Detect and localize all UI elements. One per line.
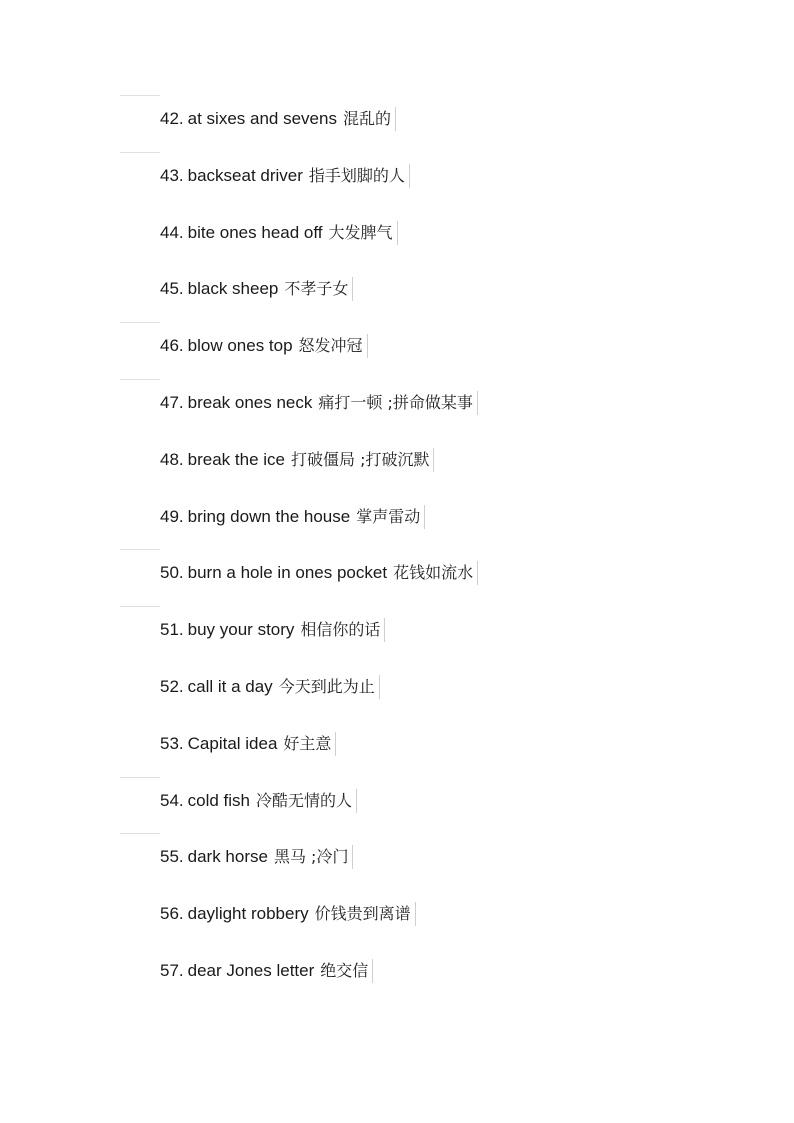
idiom-term: break ones neck [187,393,313,412]
entry-line [160,277,353,301]
separator-rule [120,322,160,323]
idiom-meaning: 打破僵局 ;打破沉默 [290,450,430,469]
idiom-term: dear Jones letter [187,961,315,980]
text-boundary-mark [356,789,357,813]
separator-rule [120,549,160,550]
entry-line [160,334,368,358]
idiom-term: buy your story [187,620,295,639]
entry-number: 53. [160,734,184,753]
entry-line [160,107,396,131]
idiom-meaning: 怒发冲冠 [298,336,363,355]
separator-rule [120,606,160,607]
idiom-term: Capital idea [187,734,278,753]
idiom-term: bite ones head off [187,223,323,242]
idiom-term: black sheep [187,279,279,298]
text-boundary-mark [395,107,396,131]
idiom-entry [0,732,794,762]
idiom-entry [0,334,794,364]
entry-number: 56. [160,904,184,923]
text-boundary-mark [372,959,373,983]
separator-rule [120,152,160,153]
idiom-meaning: 不孝子女 [284,279,349,298]
idiom-meaning: 混乱的 [342,109,391,128]
idiom-term: bring down the house [187,507,351,526]
idiom-entry [0,902,794,932]
entry-number: 57. [160,961,184,980]
text-boundary-mark [409,164,410,188]
entry-line [160,221,398,245]
text-boundary-mark [384,618,385,642]
idiom-term: blow ones top [187,336,293,355]
entry-line [160,164,410,188]
idiom-term: call it a day [187,677,273,696]
entry-line [160,902,416,926]
text-boundary-mark [335,732,336,756]
entry-line [160,845,353,869]
text-boundary-mark [424,505,425,529]
entry-number: 49. [160,507,184,526]
idiom-meaning: 绝交信 [320,961,369,980]
entry-line [160,561,478,585]
entry-number: 44. [160,223,184,242]
entry-line [160,732,336,756]
idiom-term: backseat driver [187,166,303,185]
idiom-entry [0,448,794,478]
text-boundary-mark [352,845,353,869]
separator-rule [120,777,160,778]
text-boundary-mark [433,448,434,472]
idiom-term: burn a hole in ones pocket [187,563,388,582]
separator-rule [120,379,160,380]
idiom-term: cold fish [187,791,251,810]
text-boundary-mark [397,221,398,245]
idiom-entry [0,391,794,421]
entry-line [160,675,380,699]
separator-rule [120,95,160,96]
entry-line [160,448,434,472]
entry-number: 47. [160,393,184,412]
idiom-term: at sixes and sevens [187,109,337,128]
idiom-entry [0,561,794,591]
idiom-term: dark horse [187,847,268,866]
entry-number: 48. [160,450,184,469]
text-boundary-mark [477,561,478,585]
idiom-meaning: 大发脾气 [328,223,393,242]
idiom-entry [0,107,794,137]
idiom-meaning: 掌声雷动 [356,507,421,526]
text-boundary-mark [415,902,416,926]
separator-rule [120,833,160,834]
entry-number: 51. [160,620,184,639]
entry-number: 52. [160,677,184,696]
entry-number: 42. [160,109,184,128]
text-boundary-mark [477,391,478,415]
idiom-term: daylight robbery [187,904,309,923]
entry-number: 54. [160,791,184,810]
idiom-entry [0,845,794,875]
idiom-entry [0,675,794,705]
entry-line [160,789,357,813]
idiom-meaning: 痛打一顿 ;拼命做某事 [318,393,473,412]
entry-number: 46. [160,336,184,355]
idiom-entry [0,277,794,307]
entry-number: 50. [160,563,184,582]
entry-line [160,505,425,529]
entry-line [160,618,385,642]
idiom-meaning: 指手划脚的人 [308,166,405,185]
idiom-entry [0,505,794,535]
idiom-meaning: 冷酷无情的人 [256,791,353,810]
idiom-meaning: 今天到此为止 [278,677,375,696]
entry-line [160,959,373,983]
entry-number: 43. [160,166,184,185]
idiom-meaning: 相信你的话 [300,620,381,639]
idiom-meaning: 花钱如流水 [393,563,474,582]
entry-number: 45. [160,279,184,298]
idiom-meaning: 价钱贵到离谱 [314,904,411,923]
entry-line [160,391,478,415]
idiom-entry [0,789,794,819]
idiom-entry [0,221,794,251]
idiom-term: break the ice [187,450,285,469]
text-boundary-mark [367,334,368,358]
idiom-entry [0,618,794,648]
text-boundary-mark [352,277,353,301]
idiom-meaning: 好主意 [283,734,332,753]
entry-number: 55. [160,847,184,866]
idiom-meaning: 黑马 ;冷门 [273,847,349,866]
idiom-entry [0,164,794,194]
text-boundary-mark [379,675,380,699]
idiom-entry [0,959,794,989]
